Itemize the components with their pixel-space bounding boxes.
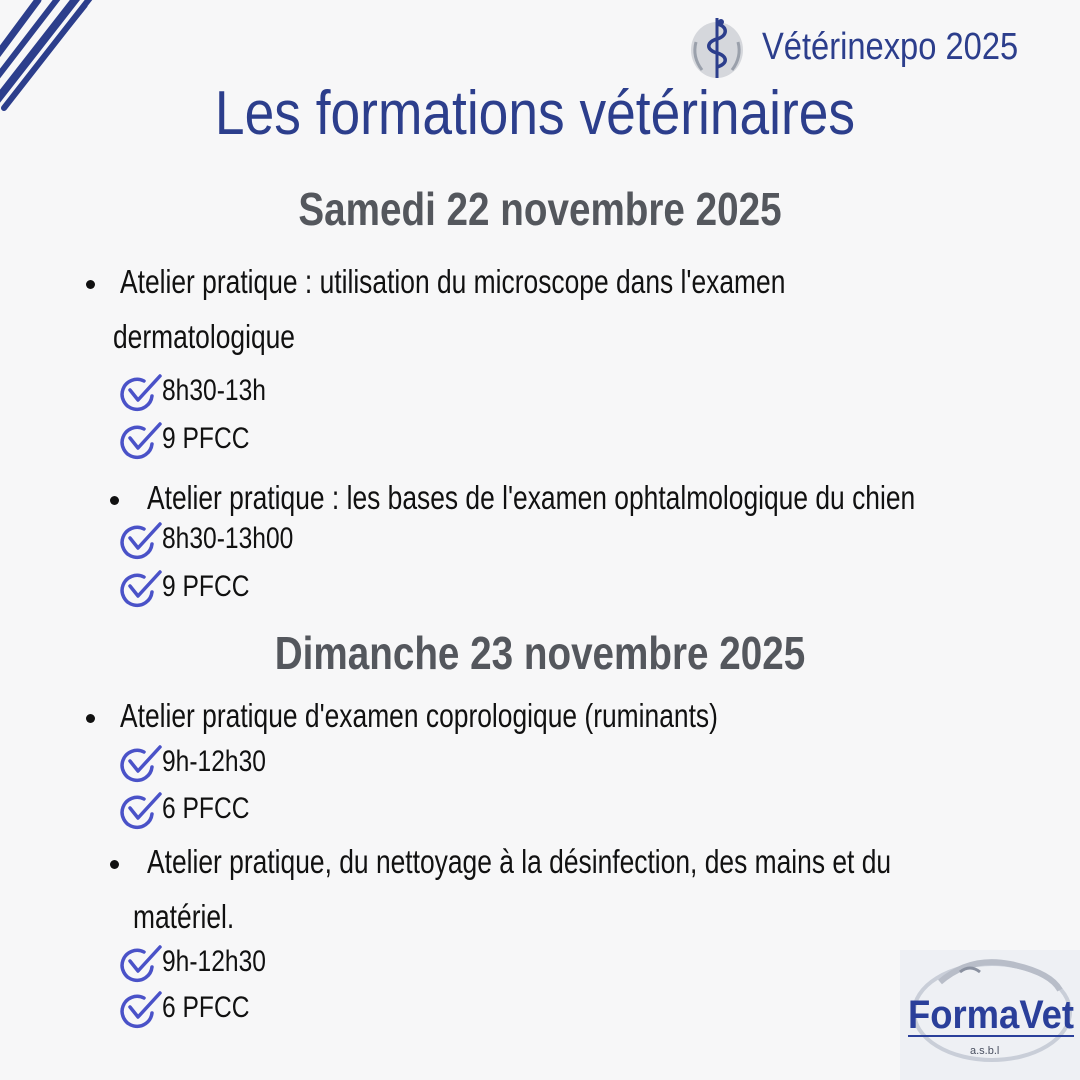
formavet-logo-text: FormaVet xyxy=(908,993,1074,1037)
check-circle-icon xyxy=(118,741,164,783)
session-title: Atelier pratique d'examen coprologique (ruminants) xyxy=(120,697,718,734)
day-heading-sunday: Dimanche 23 novembre 2025 xyxy=(274,627,806,679)
session-credits-row xyxy=(118,788,269,830)
bullet-icon xyxy=(110,860,119,869)
session-time: 8h30-13h00 xyxy=(162,522,294,555)
brand-name: Vétérinexpo 2025 xyxy=(762,25,1019,68)
session-title-continued: dermatologique xyxy=(113,318,295,355)
formavet-logo-subtitle: a.s.b.l xyxy=(970,1045,1000,1057)
session-title-continued: matériel. xyxy=(133,898,235,935)
session-time-row xyxy=(118,741,289,783)
brand-header xyxy=(688,12,1060,82)
session-credits: 6 PFCC xyxy=(162,991,250,1024)
check-circle-icon xyxy=(118,518,164,560)
session-credits-row xyxy=(118,566,269,608)
day-heading-saturday: Samedi 22 novembre 2025 xyxy=(298,183,782,235)
page-title: Les formations vétérinaires xyxy=(214,79,856,148)
session-credits-row xyxy=(118,987,269,1029)
bullet-icon xyxy=(86,280,95,289)
bullet-icon xyxy=(86,714,95,723)
session-title: Atelier pratique : les bases de l'examen ophtalmologique du chien xyxy=(147,479,916,516)
session-credits: 6 PFCC xyxy=(162,792,250,825)
formavet-logo xyxy=(900,950,1080,1080)
check-circle-icon xyxy=(118,566,164,608)
session-credits-row xyxy=(118,418,269,460)
session-credits: 9 PFCC xyxy=(162,570,250,603)
check-circle-icon xyxy=(118,941,164,983)
session-time-row xyxy=(118,370,289,412)
caduceus-logo-icon xyxy=(688,12,746,82)
check-circle-icon xyxy=(118,370,164,412)
session-title: Atelier pratique : utilisation du microscope dans l'examen xyxy=(120,263,786,300)
session-title: Atelier pratique, du nettoyage à la désinfection, des mains et du xyxy=(147,843,892,880)
session-time: 9h-12h30 xyxy=(162,745,266,778)
session-time: 8h30-13h xyxy=(162,374,266,407)
check-circle-icon xyxy=(118,788,164,830)
session-credits: 9 PFCC xyxy=(162,422,250,455)
check-circle-icon xyxy=(118,987,164,1029)
session-time-row xyxy=(118,941,289,983)
session-time: 9h-12h30 xyxy=(162,945,266,978)
bullet-icon xyxy=(110,496,119,505)
session-time-row xyxy=(118,518,322,560)
check-circle-icon xyxy=(118,418,164,460)
